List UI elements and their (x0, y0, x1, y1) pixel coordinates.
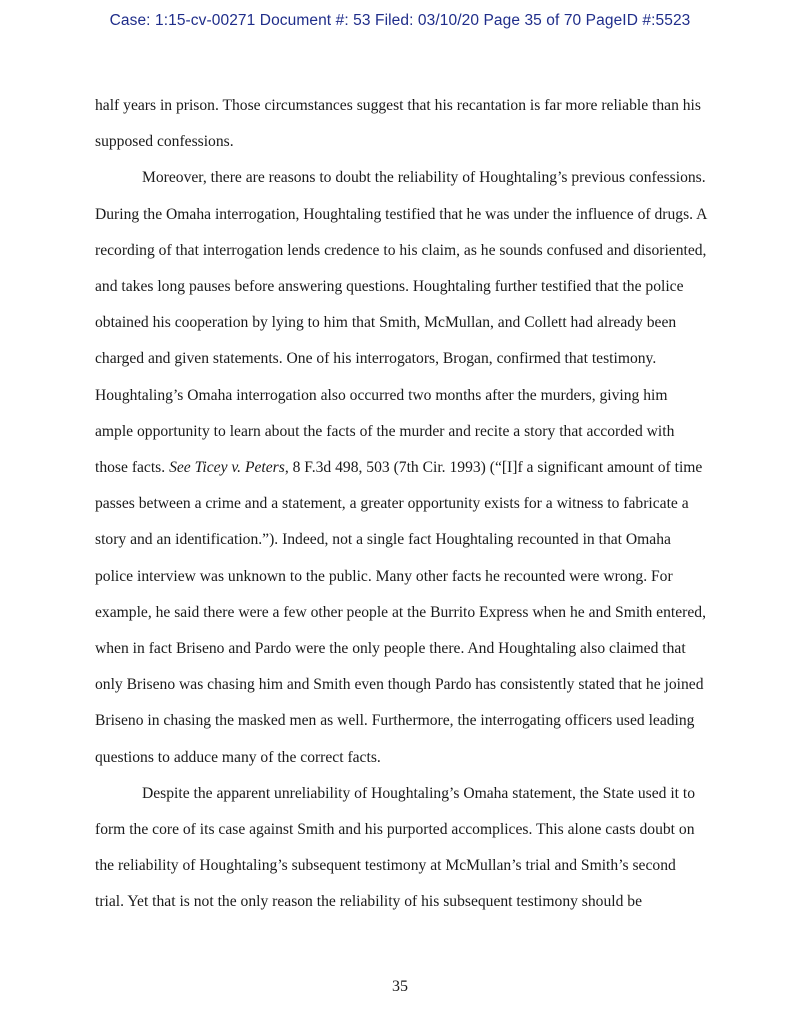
text-line: half years in prison. Those circumstances suggest that his recantation is far more reliable than his (95, 97, 701, 114)
page-number: 35 (392, 978, 408, 995)
text-segment: , 8 F.3d 498, 503 (7th Cir. 1993) (“[I]f a significant amount of time (284, 459, 703, 477)
text-segment: those facts. (95, 459, 166, 477)
text-line: only Briseno was chasing him and Smith even though Pardo has consistently stated that he joined (95, 676, 704, 694)
text-line: During the Omaha interrogation, Houghtaling testified that he was under the influence of drugs. A (95, 205, 708, 223)
text-line: story and an identification.”). Indeed, not a single fact Houghtaling recounted in that Omaha (95, 531, 671, 549)
text-line: and takes long pauses before answering questions. Houghtaling further testified that the police (95, 278, 684, 296)
text-line (95, 450, 717, 486)
text-line: example, he said there were a few other people at the Burrito Express when he and Smith entered, (95, 603, 706, 621)
text-line: police interview was unknown to the public. Many other facts he recounted were wrong. For (95, 567, 673, 585)
case-header: Case: 1:15-cv-00271 Document #: 53 Filed: 03/10/20 Page 35 of 70 PageID #:5523 (109, 12, 691, 29)
paragraph-reliability (95, 160, 717, 775)
text-line: form the core of its case against Smith and his purported accomplices. This alone casts doubt on (95, 821, 695, 839)
text-line: charged and given statements. One of his interrogators, Brogan, confirmed that testimony. (95, 350, 657, 368)
text-line: Moreover, there are reasons to doubt the reliability of Houghtaling’s previous confessions. (142, 169, 706, 187)
text-line: passes between a crime and a statement, a greater opportunity exists for a witness to fabricate a (95, 495, 689, 513)
text-line: trial. Yet that is not the only reason the reliability of his subsequent testimony should be (95, 893, 643, 911)
text-line: Despite the apparent unreliability of Houghtaling’s Omaha statement, the State used it to (142, 784, 696, 802)
text-line: obtained his cooperation by lying to him that Smith, McMullan, and Collett had already been (95, 314, 677, 332)
text-line: the reliability of Houghtaling’s subsequent testimony at McMullan’s trial and Smith’s second (95, 857, 676, 875)
text-line: when in fact Briseno and Pardo were the only people there. And Houghtaling also claimed that (95, 640, 686, 658)
text-line: recording of that interrogation lends credence to his claim, as he sounds confused and disoriented, (95, 241, 707, 259)
case-citation: See Ticey v. Peters (169, 459, 285, 477)
document-body (95, 88, 717, 921)
paragraph-continuation (95, 88, 717, 160)
text-line: Houghtaling’s Omaha interrogation also occurred two months after the murders, giving him (95, 386, 668, 404)
text-line: Briseno in chasing the masked men as well. Furthermore, the interrogating officers used leading (95, 712, 695, 730)
text-line: ample opportunity to learn about the facts of the murder and recite a story that accorded with (95, 422, 675, 440)
text-line: supposed confessions. (95, 133, 234, 151)
paragraph-state-case (95, 776, 717, 921)
text-line: questions to adduce many of the correct facts. (95, 748, 381, 766)
